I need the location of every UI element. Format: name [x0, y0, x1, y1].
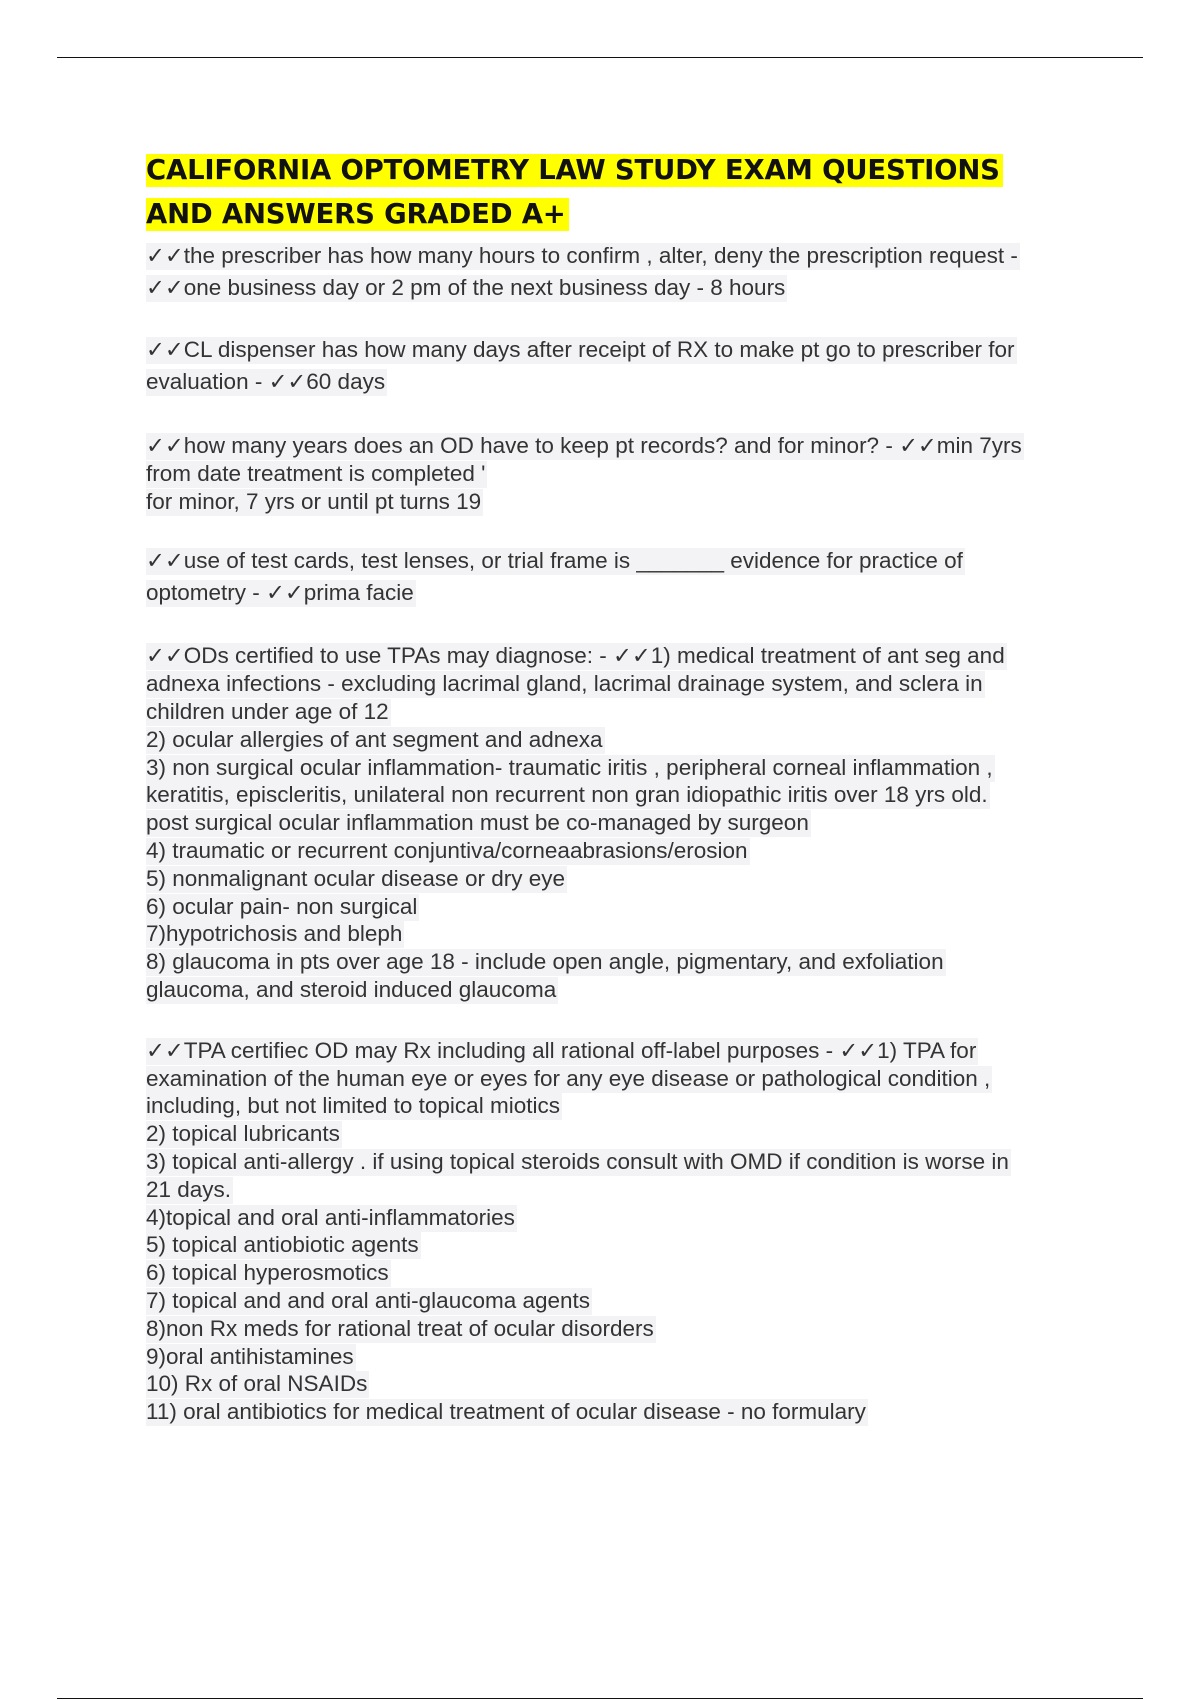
qa-line: 8) glaucoma in pts over age 18 - include open angle, pigmentary, and exfoliation — [146, 949, 944, 975]
qa-line: 4)topical and oral anti-inflammatories — [146, 1204, 515, 1230]
qa-line: 3) topical anti-allergy . if using topical steroids consult with OMD if condition is worse in — [146, 1148, 1009, 1174]
qa-line: ✓✓use of test cards, test lenses, or trial frame is _______ evidence for practice of — [146, 548, 963, 574]
qa-line: evaluation - ✓✓60 days — [146, 369, 386, 394]
document-title — [146, 148, 1086, 236]
qa-item-6 — [146, 1037, 1086, 1426]
qa-line: for minor, 7 yrs or until pt turns 19 — [146, 488, 482, 514]
qa-line: ✓✓the prescriber has how many hours to confirm , alter, deny the prescription request - — [146, 243, 1018, 268]
qa-line: 5) nonmalignant ocular disease or dry eye — [146, 865, 565, 891]
document-body — [146, 148, 1086, 1426]
qa-line: 8)non Rx meds for rational treat of ocular disorders — [146, 1315, 654, 1341]
title-line-2: AND ANSWERS GRADED A+ — [146, 198, 569, 231]
qa-line: keratitis, episcleritis, unilateral non recurrent non gran idiopathic iritis over 18 yrs old. — [146, 782, 988, 808]
qa-line: post surgical ocular inflammation must be co-managed by surgeon — [146, 810, 809, 836]
qa-line: glaucoma, and steroid induced glaucoma — [146, 976, 557, 1002]
qa-item-3 — [146, 432, 1086, 515]
qa-line: 6) topical hyperosmotics — [146, 1260, 389, 1286]
qa-line: optometry - ✓✓prima facie — [146, 580, 414, 606]
qa-line: 5) topical antiobiotic agents — [146, 1232, 419, 1258]
qa-line: children under age of 12 — [146, 698, 389, 724]
qa-line: 2) topical lubricants — [146, 1121, 340, 1147]
qa-line: ✓✓ODs certified to use TPAs may diagnose: - ✓✓1) medical treatment of ant seg and — [146, 643, 1005, 669]
qa-line: 3) non surgical ocular inflammation- traumatic iritis , peripheral corneal inflammation , — [146, 754, 993, 780]
qa-line: 7) topical and and oral anti-glaucoma agents — [146, 1287, 591, 1313]
qa-line: 21 days. — [146, 1176, 232, 1202]
qa-item-2 — [146, 334, 1086, 398]
qa-line: 7)hypotrichosis and bleph — [146, 921, 403, 947]
qa-line: adnexa infections - excluding lacrimal gland, lacrimal drainage system, and sclera in — [146, 671, 983, 697]
qa-line: 2) ocular allergies of ant segment and adnexa — [146, 726, 603, 752]
qa-line: 4) traumatic or recurrent conjuntiva/corneaabrasions/erosion — [146, 837, 748, 863]
qa-line: examination of the human eye or eyes for any eye disease or pathological condition , — [146, 1065, 991, 1091]
qa-line: including, but not limited to topical miotics — [146, 1093, 560, 1119]
title-line-1: CALIFORNIA OPTOMETRY LAW STUDY EXAM QUESTIONS — [146, 154, 1003, 187]
qa-item-1 — [146, 240, 1086, 304]
qa-line: ✓✓one business day or 2 pm of the next business day - 8 hours — [146, 275, 786, 300]
qa-line: ✓✓CL dispenser has how many days after receipt of RX to make pt go to prescriber for — [146, 337, 1015, 362]
qa-item-4 — [146, 545, 1086, 609]
qa-line: ✓✓TPA certifiec OD may Rx including all rational off-label purposes - ✓✓1) TPA for — [146, 1037, 977, 1063]
qa-line: 10) Rx of oral NSAIDs — [146, 1371, 368, 1397]
qa-line: 6) ocular pain- non surgical — [146, 893, 418, 919]
qa-line: from date treatment is completed ' — [146, 460, 486, 486]
qa-line: ✓✓how many years does an OD have to keep pt records? and for minor? - ✓✓min 7yrs — [146, 433, 1022, 458]
qa-item-5 — [146, 642, 1086, 1003]
qa-line: 11) oral antibiotics for medical treatment of ocular disease - no formulary — [146, 1399, 866, 1425]
footer-rule — [57, 1698, 1143, 1699]
header-rule — [57, 57, 1143, 58]
qa-line: 9)oral antihistamines — [146, 1343, 354, 1369]
